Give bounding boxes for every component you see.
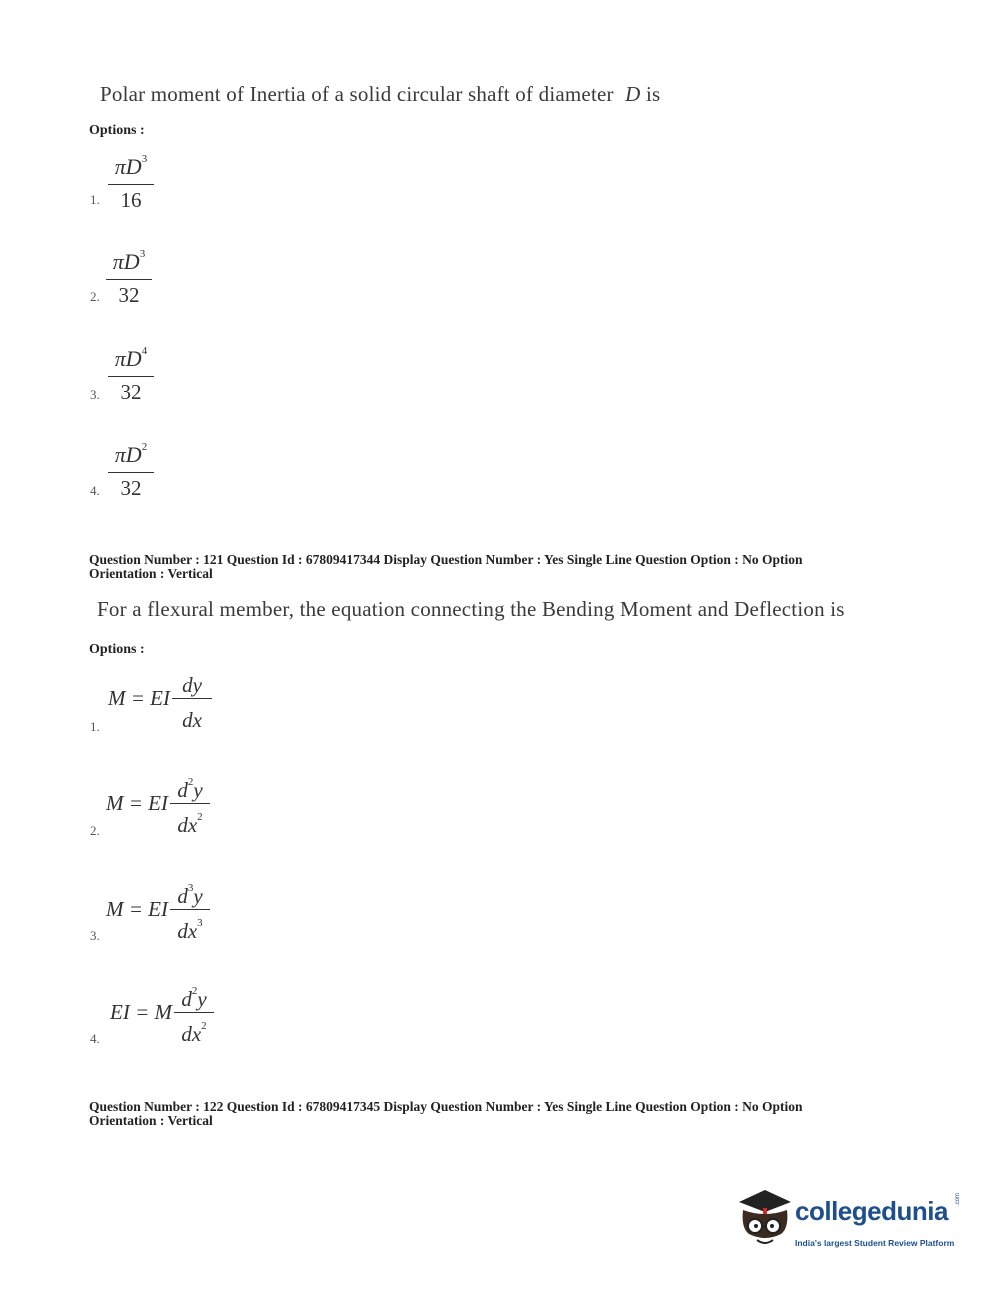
options-label: Options : — [89, 642, 145, 657]
fraction-bar — [106, 279, 152, 280]
meta-line-1: Question Number : 122 Question Id : 67809417345 Display Question Number : Yes Single Line Question Option : No Option — [89, 1099, 803, 1114]
exponent: 2 — [201, 1020, 207, 1032]
exponent: 3 — [141, 153, 148, 165]
option-3-number: 3. — [90, 928, 100, 943]
exponent: 3 — [197, 917, 203, 929]
derivative-d: d — [177, 884, 188, 908]
equation-lhs: EI = M — [110, 1000, 172, 1024]
fraction-bar — [170, 803, 210, 804]
option-1-equation[interactable] — [108, 666, 212, 731]
option-1-formula[interactable] — [108, 146, 154, 213]
variable-dx: dx — [177, 919, 198, 943]
numerator: πD — [114, 154, 142, 179]
meta-line-2: Orientation : Vertical — [89, 566, 213, 581]
question-text: Polar moment of Inertia of a solid circular shaft of diameter — [100, 82, 614, 106]
fraction-bar — [108, 184, 154, 185]
logo-tagline: India's largest Student Review Platform — [795, 1238, 955, 1248]
exponent: 4 — [141, 345, 148, 357]
exponent: 3 — [139, 248, 146, 260]
exponent: 2 — [191, 985, 198, 997]
equation-lhs: M = EI — [108, 686, 170, 710]
mascot-icon — [735, 1188, 795, 1258]
logo-wordmark: collegedunia — [795, 1196, 948, 1226]
option-3-number: 3. — [90, 387, 100, 402]
question-121-meta — [89, 553, 889, 581]
meta-line-2: Orientation : Vertical — [89, 1113, 213, 1128]
option-2-number: 2. — [90, 823, 100, 838]
variable-dx: dx — [182, 708, 202, 732]
question-text-end: is — [645, 82, 661, 106]
denominator: 32 — [120, 380, 142, 404]
denominator: 16 — [120, 188, 142, 212]
exponent: 2 — [141, 441, 148, 453]
variable-dx: dx — [181, 1022, 202, 1046]
options-label: Options : — [89, 123, 145, 138]
variable-y: y — [197, 987, 207, 1011]
option-2-formula[interactable] — [106, 241, 152, 308]
question-120-text — [100, 82, 660, 107]
option-1-number: 1. — [90, 719, 100, 734]
denominator: 32 — [120, 476, 142, 500]
option-4-number: 4. — [90, 483, 100, 498]
numerator: πD — [112, 249, 140, 274]
option-2-number: 2. — [90, 289, 100, 304]
option-2-equation[interactable] — [106, 771, 210, 836]
option-1-number: 1. — [90, 192, 100, 207]
fraction-bar — [174, 1012, 214, 1013]
option-3-formula[interactable] — [108, 338, 154, 405]
fraction-bar — [108, 376, 154, 377]
option-3-equation[interactable] — [106, 877, 210, 942]
fraction-bar — [172, 698, 212, 699]
fraction-bar — [170, 909, 210, 910]
equation-lhs: M = EI — [106, 791, 168, 815]
variable-y: y — [193, 778, 203, 802]
denominator: 32 — [118, 283, 140, 307]
variable-dx: dx — [177, 813, 198, 837]
meta-line-1: Question Number : 121 Question Id : 67809417344 Display Question Number : Yes Single Line Question Option : No Option — [89, 552, 803, 567]
question-122-meta — [89, 1100, 889, 1128]
numerator: πD — [114, 442, 142, 467]
variable-y: y — [193, 884, 203, 908]
diameter-variable: D — [625, 82, 641, 106]
fraction-bar — [108, 472, 154, 473]
derivative-d: d — [182, 673, 193, 697]
option-4-formula[interactable] — [108, 434, 154, 501]
option-4-number: 4. — [90, 1031, 100, 1046]
logo-com: .com — [955, 1192, 961, 1206]
collegedunia-logo — [735, 1188, 965, 1258]
question-121-text: For a flexural member, the equation connecting the Bending Moment and Deflection is — [97, 597, 845, 621]
numerator: πD — [114, 346, 142, 371]
derivative-d: d — [181, 987, 192, 1011]
option-4-equation[interactable] — [110, 980, 214, 1045]
exponent: 3 — [187, 882, 194, 894]
equation-lhs: M = EI — [106, 897, 168, 921]
variable-y: y — [192, 673, 202, 697]
exponent: 2 — [187, 776, 194, 788]
derivative-d: d — [177, 778, 188, 802]
exponent: 2 — [197, 811, 203, 823]
